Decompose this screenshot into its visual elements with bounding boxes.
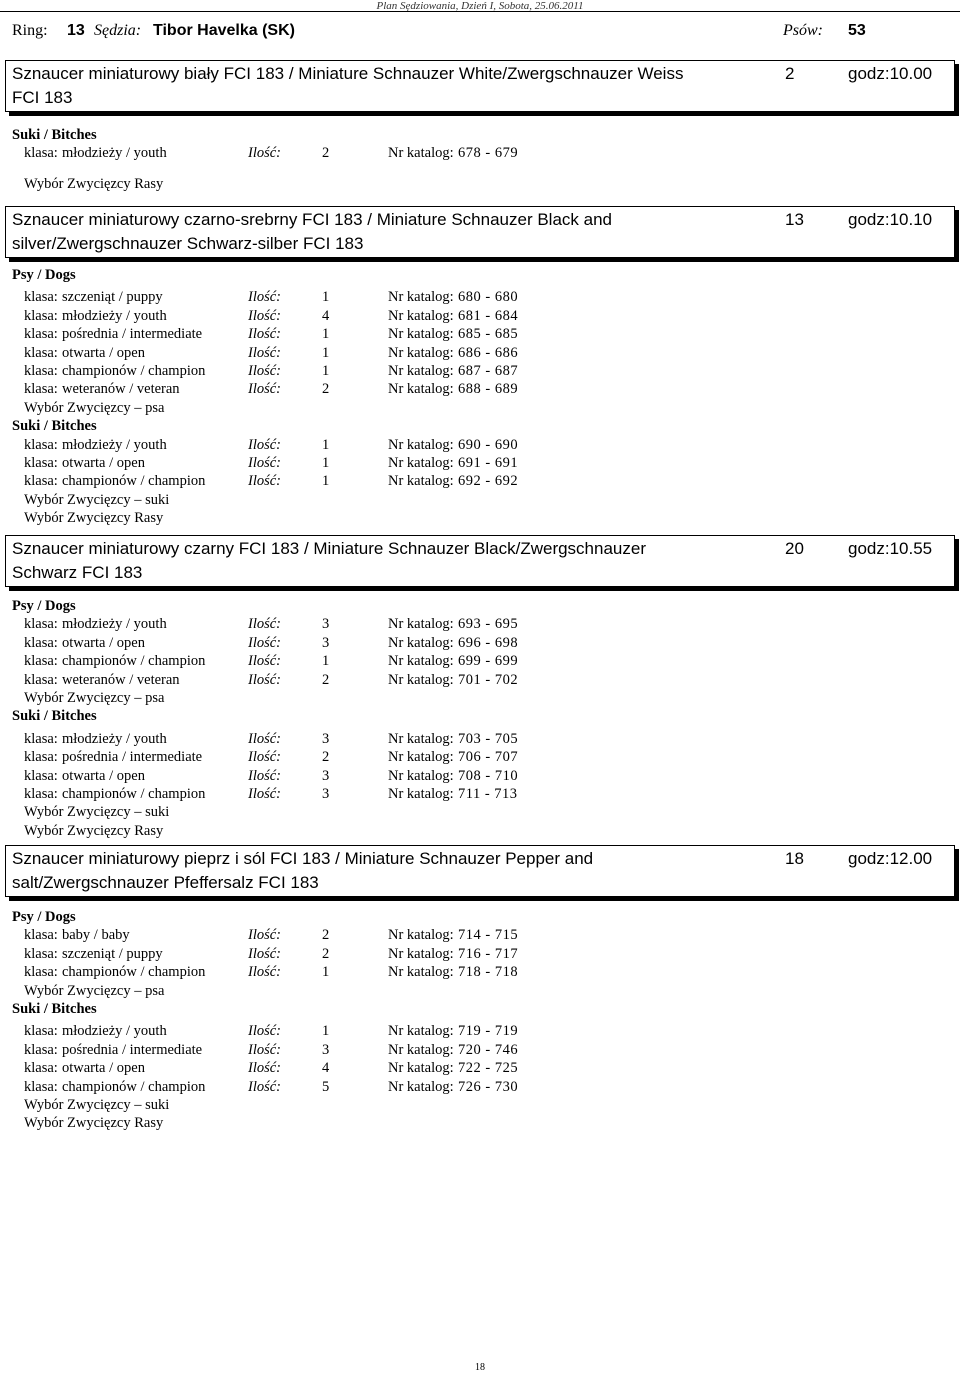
ilosc-label: Ilość: bbox=[248, 927, 282, 943]
class-name: championów / champion bbox=[62, 653, 206, 669]
catalog-label: Nr katalog: bbox=[388, 289, 454, 305]
catalog-label: Nr katalog: bbox=[388, 1042, 454, 1058]
ilosc-label: Ilość: bbox=[248, 786, 282, 802]
breed-header bbox=[5, 206, 955, 258]
catalog-label: Nr katalog: bbox=[388, 946, 454, 962]
catalog-range: 688 - 689 bbox=[458, 381, 519, 397]
klasa-label: klasa: bbox=[24, 1023, 58, 1039]
klasa-label: klasa: bbox=[24, 381, 58, 397]
catalog-label: Nr katalog: bbox=[388, 437, 454, 453]
class-name: championów / champion bbox=[62, 1079, 206, 1095]
ilosc-label: Ilość: bbox=[248, 473, 282, 489]
klasa-label: klasa: bbox=[24, 653, 58, 669]
catalog-range: 696 - 698 bbox=[458, 635, 519, 651]
class-name: otwarta / open bbox=[62, 1060, 145, 1076]
catalog-range: 693 - 695 bbox=[458, 616, 519, 632]
sex-label: Suki / Bitches bbox=[12, 1001, 97, 1017]
class-row bbox=[0, 785, 960, 803]
class-quantity: 3 bbox=[322, 635, 330, 651]
klasa-label: klasa: bbox=[24, 1060, 58, 1076]
catalog-label: Nr katalog: bbox=[388, 381, 454, 397]
klasa-label: klasa: bbox=[24, 455, 58, 471]
winner-row bbox=[0, 822, 960, 840]
class-row bbox=[0, 634, 960, 652]
ilosc-label: Ilość: bbox=[248, 616, 282, 632]
ilosc-label: Ilość: bbox=[248, 289, 282, 305]
class-row bbox=[0, 325, 960, 343]
winner-row bbox=[0, 689, 960, 707]
class-name: młodzieży / youth bbox=[62, 616, 167, 632]
class-name: pośrednia / intermediate bbox=[62, 749, 203, 765]
ilosc-label: Ilość: bbox=[248, 731, 282, 747]
klasa-label: klasa: bbox=[24, 946, 58, 962]
klasa-label: klasa: bbox=[24, 731, 58, 747]
catalog-label: Nr katalog: bbox=[388, 473, 454, 489]
sex-label: Psy / Dogs bbox=[12, 909, 76, 925]
catalog-range: 722 - 725 bbox=[458, 1060, 519, 1076]
class-row bbox=[0, 1041, 960, 1059]
breed-header bbox=[5, 60, 955, 112]
class-quantity: 4 bbox=[322, 308, 330, 324]
judge-label: Sędzia: bbox=[94, 22, 142, 39]
catalog-range: 718 - 718 bbox=[458, 964, 519, 980]
sex-label: Suki / Bitches bbox=[12, 127, 97, 143]
klasa-label: klasa: bbox=[24, 964, 58, 980]
catalog-label: Nr katalog: bbox=[388, 964, 454, 980]
ilosc-label: Ilość: bbox=[248, 145, 282, 161]
ilosc-label: Ilość: bbox=[248, 437, 282, 453]
class-name: weteranów / veteran bbox=[62, 381, 180, 397]
class-row bbox=[0, 748, 960, 766]
class-row bbox=[0, 436, 960, 454]
catalog-label: Nr katalog: bbox=[388, 768, 454, 784]
dogs-label: Psów: bbox=[783, 22, 823, 39]
catalog-range: 687 - 687 bbox=[458, 363, 519, 379]
plan-title: Plan Sędziowania, Dzień I, Sobota, 25.06.2011 bbox=[376, 0, 584, 12]
class-quantity: 1 bbox=[322, 326, 330, 342]
class-name: championów / champion bbox=[62, 786, 206, 802]
class-row bbox=[0, 454, 960, 472]
klasa-label: klasa: bbox=[24, 749, 58, 765]
catalog-range: 714 - 715 bbox=[458, 927, 519, 943]
class-row bbox=[0, 963, 960, 981]
class-row bbox=[0, 288, 960, 306]
winner-label: Wybór Zwycięzcy – psa bbox=[24, 400, 165, 416]
winner-label: Wybór Zwycięzcy – psa bbox=[24, 690, 165, 706]
catalog-range: 692 - 692 bbox=[458, 473, 519, 489]
sex-label: Psy / Dogs bbox=[12, 267, 76, 283]
catalog-range: 681 - 684 bbox=[458, 308, 519, 324]
catalog-label: Nr katalog: bbox=[388, 345, 454, 361]
catalog-range: 711 - 713 bbox=[458, 786, 518, 802]
ilosc-label: Ilość: bbox=[248, 1023, 282, 1039]
class-quantity: 1 bbox=[322, 345, 330, 361]
class-quantity: 2 bbox=[322, 749, 330, 765]
ilosc-label: Ilość: bbox=[248, 363, 282, 379]
ilosc-label: Ilość: bbox=[248, 768, 282, 784]
winner-label: Wybór Zwycięzcy – suki bbox=[24, 804, 170, 820]
klasa-label: klasa: bbox=[24, 473, 58, 489]
catalog-label: Nr katalog: bbox=[388, 731, 454, 747]
catalog-range: 678 - 679 bbox=[458, 145, 519, 161]
catalog-label: Nr katalog: bbox=[388, 786, 454, 802]
breed-count: 18 bbox=[785, 849, 804, 868]
catalog-label: Nr katalog: bbox=[388, 1079, 454, 1095]
class-quantity: 5 bbox=[322, 1079, 330, 1095]
catalog-range: 686 - 686 bbox=[458, 345, 519, 361]
class-name: młodzieży / youth bbox=[62, 731, 167, 747]
class-row bbox=[0, 730, 960, 748]
class-name: szczeniąt / puppy bbox=[62, 946, 163, 962]
catalog-range: 706 - 707 bbox=[458, 749, 519, 765]
klasa-label: klasa: bbox=[24, 308, 58, 324]
class-quantity: 2 bbox=[322, 946, 330, 962]
catalog-range: 699 - 699 bbox=[458, 653, 519, 669]
class-quantity: 1 bbox=[322, 473, 330, 489]
catalog-range: 691 - 691 bbox=[458, 455, 519, 471]
ilosc-label: Ilość: bbox=[248, 672, 282, 688]
class-quantity: 1 bbox=[322, 437, 330, 453]
klasa-label: klasa: bbox=[24, 145, 58, 161]
class-row bbox=[0, 362, 960, 380]
klasa-label: klasa: bbox=[24, 616, 58, 632]
catalog-label: Nr katalog: bbox=[388, 326, 454, 342]
class-name: championów / champion bbox=[62, 363, 206, 379]
class-quantity: 2 bbox=[322, 145, 330, 161]
winner-row bbox=[0, 491, 960, 509]
catalog-label: Nr katalog: bbox=[388, 635, 454, 651]
winner-row bbox=[0, 1114, 960, 1132]
class-quantity: 1 bbox=[322, 455, 330, 471]
breed-count: 13 bbox=[785, 210, 804, 229]
class-quantity: 2 bbox=[322, 927, 330, 943]
klasa-label: klasa: bbox=[24, 437, 58, 453]
class-row bbox=[0, 671, 960, 689]
ilosc-label: Ilość: bbox=[248, 345, 282, 361]
ilosc-label: Ilość: bbox=[248, 381, 282, 397]
class-name: otwarta / open bbox=[62, 345, 145, 361]
ilosc-label: Ilość: bbox=[248, 455, 282, 471]
ilosc-label: Ilość: bbox=[248, 964, 282, 980]
class-name: młodzieży / youth bbox=[62, 145, 167, 161]
catalog-range: 701 - 702 bbox=[458, 672, 519, 688]
ilosc-label: Ilość: bbox=[248, 1060, 282, 1076]
sex-label: Suki / Bitches bbox=[12, 418, 97, 434]
winner-row bbox=[0, 175, 960, 193]
catalog-range: 690 - 690 bbox=[458, 437, 519, 453]
sex-heading bbox=[0, 126, 960, 144]
class-row bbox=[0, 344, 960, 362]
header-rule bbox=[0, 11, 960, 12]
catalog-label: Nr katalog: bbox=[388, 363, 454, 379]
breed-count: 2 bbox=[785, 64, 795, 83]
catalog-range: 726 - 730 bbox=[458, 1079, 519, 1095]
catalog-label: Nr katalog: bbox=[388, 308, 454, 324]
ilosc-label: Ilość: bbox=[248, 308, 282, 324]
class-name: championów / champion bbox=[62, 473, 206, 489]
winner-label: Wybór Zwycięzcy – suki bbox=[24, 1097, 170, 1113]
class-quantity: 3 bbox=[322, 731, 330, 747]
class-row bbox=[0, 652, 960, 670]
klasa-label: klasa: bbox=[24, 363, 58, 379]
ilosc-label: Ilość: bbox=[248, 1042, 282, 1058]
class-quantity: 1 bbox=[322, 363, 330, 379]
ilosc-label: Ilość: bbox=[248, 635, 282, 651]
dogs-count: 53 bbox=[848, 22, 866, 39]
catalog-label: Nr katalog: bbox=[388, 749, 454, 765]
klasa-label: klasa: bbox=[24, 927, 58, 943]
class-quantity: 1 bbox=[322, 289, 330, 305]
winner-label: Wybór Zwycięzcy Rasy bbox=[24, 1115, 164, 1131]
sex-heading bbox=[0, 908, 960, 926]
catalog-label: Nr katalog: bbox=[388, 653, 454, 669]
breed-header bbox=[5, 845, 955, 897]
breed-time: godz:10.10 bbox=[848, 210, 933, 229]
class-quantity: 1 bbox=[322, 1023, 330, 1039]
breed-time: godz:10.55 bbox=[848, 539, 933, 558]
winner-row bbox=[0, 803, 960, 821]
catalog-range: 720 - 746 bbox=[458, 1042, 519, 1058]
catalog-label: Nr katalog: bbox=[388, 672, 454, 688]
class-row bbox=[0, 945, 960, 963]
class-name: baby / baby bbox=[62, 927, 130, 943]
class-name: weteranów / veteran bbox=[62, 672, 180, 688]
catalog-label: Nr katalog: bbox=[388, 145, 454, 161]
class-name: otwarta / open bbox=[62, 768, 145, 784]
ilosc-label: Ilość: bbox=[248, 946, 282, 962]
class-row bbox=[0, 307, 960, 325]
breed-name: Sznaucer miniaturowy pieprz i sól FCI 183 / Miniature Schnauzer Pepper and salt/Zwergschnauzer Pfeffersalz FCI 183 bbox=[12, 849, 594, 892]
class-quantity: 2 bbox=[322, 672, 330, 688]
class-quantity: 3 bbox=[322, 616, 330, 632]
catalog-range: 685 - 685 bbox=[458, 326, 519, 342]
class-name: pośrednia / intermediate bbox=[62, 326, 203, 342]
breed-name: Sznaucer miniaturowy czarno-srebrny FCI 183 / Miniature Schnauzer Black and silver/Zwergschnauzer Schwarz-silber FCI 183 bbox=[12, 210, 612, 253]
klasa-label: klasa: bbox=[24, 786, 58, 802]
klasa-label: klasa: bbox=[24, 635, 58, 651]
ilosc-label: Ilość: bbox=[248, 749, 282, 765]
ring-label: Ring: bbox=[12, 22, 48, 39]
breed-time: godz:12.00 bbox=[848, 849, 933, 868]
class-row bbox=[0, 767, 960, 785]
catalog-range: 716 - 717 bbox=[458, 946, 519, 962]
ring-header bbox=[0, 22, 960, 44]
ilosc-label: Ilość: bbox=[248, 1079, 282, 1095]
sex-label: Suki / Bitches bbox=[12, 708, 97, 724]
winner-row bbox=[0, 509, 960, 527]
winner-label: Wybór Zwycięzcy Rasy bbox=[24, 510, 164, 526]
class-row bbox=[0, 1059, 960, 1077]
winner-row bbox=[0, 1096, 960, 1114]
ring-number: 13 bbox=[67, 22, 85, 39]
catalog-label: Nr katalog: bbox=[388, 1060, 454, 1076]
sex-heading bbox=[0, 707, 960, 725]
sex-heading bbox=[0, 597, 960, 615]
catalog-range: 719 - 719 bbox=[458, 1023, 519, 1039]
winner-row bbox=[0, 982, 960, 1000]
breed-count: 20 bbox=[785, 539, 804, 558]
class-name: szczeniąt / puppy bbox=[62, 289, 163, 305]
catalog-range: 708 - 710 bbox=[458, 768, 519, 784]
class-name: młodzieży / youth bbox=[62, 308, 167, 324]
klasa-label: klasa: bbox=[24, 768, 58, 784]
class-quantity: 1 bbox=[322, 653, 330, 669]
class-name: championów / champion bbox=[62, 964, 206, 980]
catalog-label: Nr katalog: bbox=[388, 616, 454, 632]
klasa-label: klasa: bbox=[24, 672, 58, 688]
klasa-label: klasa: bbox=[24, 289, 58, 305]
catalog-label: Nr katalog: bbox=[388, 927, 454, 943]
class-quantity: 3 bbox=[322, 768, 330, 784]
class-quantity: 2 bbox=[322, 381, 330, 397]
class-quantity: 3 bbox=[322, 786, 330, 802]
class-row bbox=[0, 472, 960, 490]
ilosc-label: Ilość: bbox=[248, 326, 282, 342]
winner-label: Wybór Zwycięzcy Rasy bbox=[24, 176, 164, 192]
winner-row bbox=[0, 399, 960, 417]
sex-label: Psy / Dogs bbox=[12, 598, 76, 614]
page-number: 18 bbox=[475, 1362, 485, 1373]
sex-heading bbox=[0, 417, 960, 435]
winner-label: Wybór Zwycięzcy – psa bbox=[24, 983, 165, 999]
klasa-label: klasa: bbox=[24, 1042, 58, 1058]
class-name: otwarta / open bbox=[62, 455, 145, 471]
ilosc-label: Ilość: bbox=[248, 653, 282, 669]
breed-header bbox=[5, 535, 955, 587]
class-row bbox=[0, 380, 960, 398]
catalog-range: 680 - 680 bbox=[458, 289, 519, 305]
catalog-label: Nr katalog: bbox=[388, 1023, 454, 1039]
class-row bbox=[0, 1022, 960, 1040]
class-name: pośrednia / intermediate bbox=[62, 1042, 203, 1058]
class-quantity: 3 bbox=[322, 1042, 330, 1058]
winner-label: Wybór Zwycięzcy – suki bbox=[24, 492, 170, 508]
class-name: młodzieży / youth bbox=[62, 437, 167, 453]
class-name: młodzieży / youth bbox=[62, 1023, 167, 1039]
judge-name: Tibor Havelka (SK) bbox=[153, 22, 295, 39]
catalog-label: Nr katalog: bbox=[388, 455, 454, 471]
breed-time: godz:10.00 bbox=[848, 64, 933, 83]
sex-heading bbox=[0, 1000, 960, 1018]
class-quantity: 1 bbox=[322, 964, 330, 980]
class-row bbox=[0, 615, 960, 633]
class-row bbox=[0, 1078, 960, 1096]
klasa-label: klasa: bbox=[24, 326, 58, 342]
winner-label: Wybór Zwycięzcy Rasy bbox=[24, 823, 164, 839]
klasa-label: klasa: bbox=[24, 345, 58, 361]
class-row bbox=[0, 926, 960, 944]
catalog-range: 703 - 705 bbox=[458, 731, 519, 747]
class-row bbox=[0, 144, 960, 162]
breed-name: Sznaucer miniaturowy biały FCI 183 / Miniature Schnauzer White/Zwergschnauzer Weiss FCI 183 bbox=[12, 64, 684, 107]
breed-name: Sznaucer miniaturowy czarny FCI 183 / Miniature Schnauzer Black/Zwergschnauzer Schwarz FCI 183 bbox=[12, 539, 646, 582]
class-name: otwarta / open bbox=[62, 635, 145, 651]
class-quantity: 4 bbox=[322, 1060, 330, 1076]
klasa-label: klasa: bbox=[24, 1079, 58, 1095]
sex-heading bbox=[0, 266, 960, 284]
